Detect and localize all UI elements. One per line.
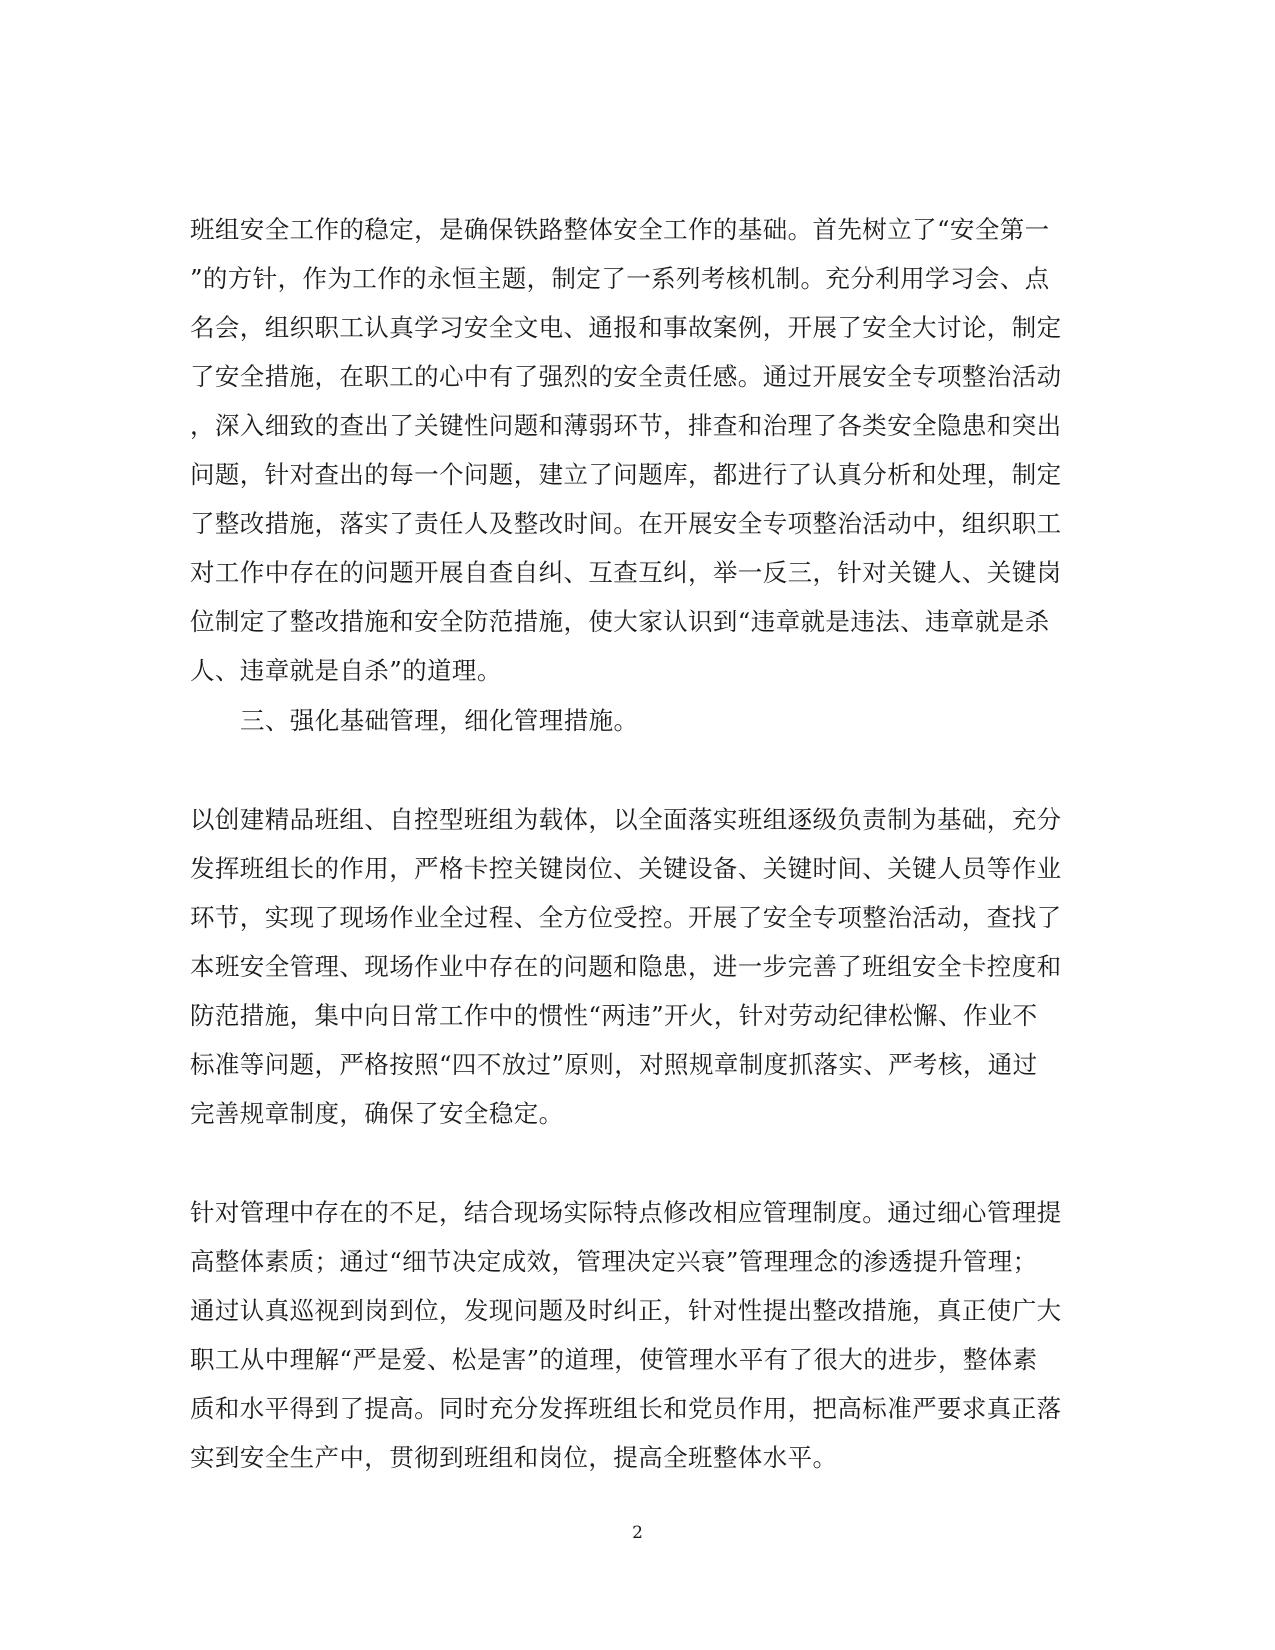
paragraph-line: ，深入细致的查出了关键性问题和薄弱环节，排查和治理了各类安全隐患和突出: [190, 411, 1062, 440]
paragraph-line: 以创建精品班组、自控型班组为载体，以全面落实班组逐级负责制为基础，充分: [190, 805, 1062, 834]
paragraph-1: [190, 205, 1070, 695]
paragraph-line: 防范措施，集中向日常工作中的惯性“两违”开火，针对劳动纪律松懈、作业不: [190, 1001, 1038, 1030]
paragraph-line: 高整体素质；通过“细节决定成效，管理决定兴衰”管理理念的渗透提升管理；: [190, 1247, 1038, 1276]
paragraph-line: 位制定了整改措施和安全防范措施，使大家认识到“违章就是违法、违章就是杀: [190, 607, 1050, 636]
paragraph-line: 了整改措施，落实了责任人及整改时间。在开展安全专项整治活动中，组织职工: [190, 509, 1062, 538]
paragraph-line: 了安全措施，在职工的心中有了强烈的安全责任感。通过开展安全专项整治活动: [190, 362, 1062, 391]
paragraph-3: [190, 1188, 1070, 1482]
paragraph-2: [190, 795, 1070, 1138]
paragraph-line: 标准等问题，严格按照“四不放过”原则，对照规章制度抓落实、严考核，通过: [190, 1050, 1038, 1079]
paragraph-line: 通过认真巡视到岗到位，发现问题及时纠正，针对性提出整改措施，真正使广大: [190, 1296, 1062, 1325]
section-heading: 三、强化基础管理，细化管理措施。: [240, 706, 639, 735]
paragraph-line: 本班安全管理、现场作业中存在的问题和隐患，进一步完善了班组安全卡控度和: [190, 952, 1062, 981]
paragraph-line: 对工作中存在的问题开展自查自纠、互查互纠，举一反三，针对关键人、关键岗: [190, 558, 1062, 587]
paragraph-line: 实到安全生产中，贯彻到班组和岗位，提高全班整体水平。: [190, 1443, 838, 1472]
paragraph-line: 班组安全工作的稳定，是确保铁路整体安全工作的基础。首先树立了“安全第一: [190, 215, 1050, 244]
paragraph-line: 针对管理中存在的不足，结合现场实际特点修改相应管理制度。通过细心管理提: [190, 1198, 1062, 1227]
paragraph-line: ”的方针，作为工作的永恒主题，制定了一系列考核机制。充分利用学习会、点: [190, 264, 1050, 293]
paragraph-line: 人、违章就是自杀”的道理。: [190, 656, 502, 685]
paragraph-line: 环节，实现了现场作业全过程、全方位受控。开展了安全专项整治活动，查找了: [190, 903, 1062, 932]
page-number: 2: [632, 1523, 643, 1543]
paragraph-line: 名会，组织职工认真学习安全文电、通报和事故案例，开展了安全大讨论，制定: [190, 313, 1062, 342]
paragraph-line: 发挥班组长的作用，严格卡控关键岗位、关键设备、关键时间、关键人员等作业: [190, 854, 1062, 883]
paragraph-line: 职工从中理解“严是爱、松是害”的道理，使管理水平有了很大的进步，整体素: [190, 1345, 1038, 1374]
paragraph-line: 完善规章制度，确保了安全稳定。: [190, 1099, 564, 1128]
paragraph-line: 问题，针对查出的每一个问题，建立了问题库，都进行了认真分析和处理，制定: [190, 460, 1062, 489]
paragraph-line: 质和水平得到了提高。同时充分发挥班组长和党员作用，把高标准严要求真正落: [190, 1394, 1062, 1423]
